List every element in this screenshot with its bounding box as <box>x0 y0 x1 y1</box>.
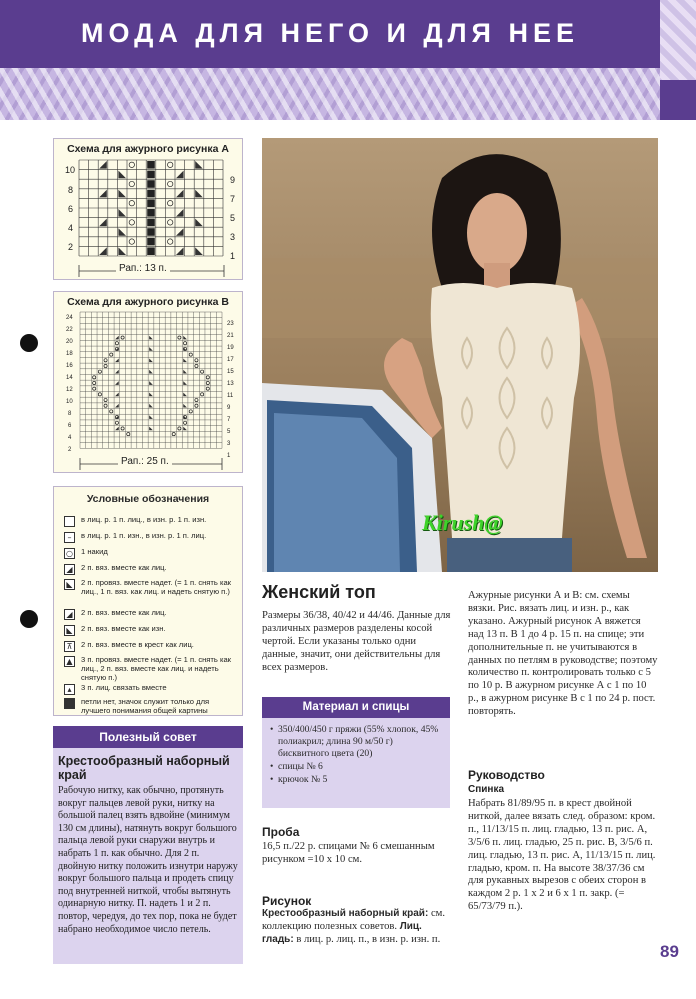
chart-b-row-label: 7 <box>227 417 231 423</box>
page-number: 89 <box>660 942 679 961</box>
binder-hole-bottom <box>20 610 38 628</box>
chart-stitch-symbol <box>115 393 119 397</box>
chart-stitch-symbol <box>183 404 187 408</box>
chart-b-row-label: 19 <box>227 345 234 351</box>
chart-stitch-symbol <box>147 190 155 198</box>
chart-b-row-label: 17 <box>227 357 234 363</box>
chart-stitch-symbol <box>115 404 119 408</box>
purple-edge-bar <box>660 80 696 120</box>
chart-stitch-symbol <box>168 162 173 167</box>
chart-stitch-symbol <box>98 370 101 373</box>
chart-stitch-symbol <box>149 370 153 374</box>
no-stitch-icon: ■ <box>65 699 74 708</box>
chart-stitch-symbol <box>168 201 173 206</box>
chart-stitch-symbol <box>149 404 153 408</box>
chart-stitch-symbol <box>129 201 134 206</box>
article-title: Женский топ <box>262 582 376 602</box>
sizes-text: Размеры 36/38, 40/42 и 44/46. Данные для различных размеров разделены косой чертой. Если указаны только одни данные, значит, они действительны для всех размеров. <box>262 610 451 673</box>
chart-stitch-symbol <box>121 336 124 339</box>
chart-stitch-symbol <box>195 219 203 227</box>
chart-stitch-symbol <box>99 247 107 255</box>
page-title: МОДА ДЛЯ НЕГО И ДЛЯ НЕЕ <box>81 18 579 48</box>
k2tog-icon: ◢ <box>64 609 75 620</box>
chart-stitch-symbol <box>104 359 107 362</box>
purl-stitch-icon: – <box>64 532 75 543</box>
legend-item: ◢ 2 п. вяз. вместе как лиц. <box>64 608 239 620</box>
chart-stitch-symbol <box>195 161 203 169</box>
chart-stitch-symbol <box>195 247 203 255</box>
chart-stitch-symbol <box>149 347 153 351</box>
chart-b-repeat-label: Рап.: 25 п. <box>118 456 172 467</box>
chart-a-row-label: 3 <box>230 232 236 242</box>
legend-item: ◣ 2 п. вяз. вместе как изн. <box>64 624 239 636</box>
chart-b-row-label: 5 <box>227 429 231 435</box>
chart-stitch-symbol <box>176 190 184 198</box>
chart-b-title: Схема для ажурного рисунка В <box>67 296 229 308</box>
chart-b-row-label: 13 <box>227 381 234 387</box>
chart-stitch-symbol <box>195 404 198 407</box>
chart-b-row-label: 1 <box>227 453 231 459</box>
chart-stitch-symbol <box>183 336 187 340</box>
chart-stitch-symbol <box>183 393 187 397</box>
guide-title: Руководство <box>468 768 545 782</box>
chart-stitch-symbol <box>183 427 187 431</box>
chart-b-row-label: 3 <box>227 441 231 447</box>
header-bar <box>0 0 660 68</box>
chart-stitch-symbol <box>129 239 134 244</box>
chart-b-row-label: 22 <box>66 327 73 333</box>
chart-stitch-symbol <box>118 190 126 198</box>
k2tog-icon: ◢ <box>64 564 75 575</box>
chart-stitch-symbol <box>115 381 119 385</box>
back-title: Спинка <box>468 784 505 795</box>
chart-stitch-symbol <box>206 376 209 379</box>
chart-stitch-symbol <box>206 381 209 384</box>
chart-stitch-symbol <box>118 171 126 179</box>
chart-stitch-symbol <box>98 393 101 396</box>
tip-box <box>53 748 243 964</box>
chart-b-row-label: 18 <box>66 351 73 357</box>
chart-stitch-symbol <box>149 393 153 397</box>
chart-stitch-symbol <box>147 209 155 217</box>
chart-stitch-symbol <box>129 181 134 186</box>
chart-stitch-symbol <box>93 376 96 379</box>
tip-text: Рабочую нитку, как обычно, протянуть вокруг пальцев левой руки, нитку на большой палец взять вдвойне (минимум 130 см длины), натянуть вокруг большого пальца левой руки снаружи внутрь и набрать 1 п. как обычно. Для 2 п. двойную нитку положить изнутри наружу вокруг большого пальца и продеть спицу под внутренней ниткой, чтобы вытянуть одинарную нитку. П. надеть 1 и 2 п. повтор, чередуя, до тех пор, пока не будет набрано необходимое число петель. <box>58 785 238 935</box>
chart-stitch-symbol <box>178 427 181 430</box>
chart-stitch-symbol <box>168 181 173 186</box>
chart-stitch-symbol <box>115 421 118 424</box>
chart-stitch-symbol <box>147 161 155 169</box>
chart-a-grid-svg <box>54 139 244 281</box>
chart-stitch-symbol <box>183 421 186 424</box>
gauge-text: 16,5 п./22 р. спицами № 6 смешанным рисунком =10 х 10 см. <box>262 841 435 865</box>
chart-stitch-symbol <box>168 239 173 244</box>
chart-stitch-symbol <box>176 228 184 236</box>
legend-title: Условные обозначения <box>86 493 210 505</box>
tip-header: Полезный совет <box>53 726 243 748</box>
chart-stitch-symbol <box>99 219 107 227</box>
chart-stitch-symbol <box>183 342 186 345</box>
chart-stitch-symbol <box>189 353 192 356</box>
legend-item: ▴ 3 п. лиц. связать вместе <box>64 683 239 695</box>
chart-a-row-label: 10 <box>65 165 76 175</box>
materials-header: Материал и спицы <box>262 697 450 718</box>
chart-stitch-symbol <box>178 336 181 339</box>
chart-b-row-label: 11 <box>227 393 234 399</box>
chart-b-row-label: 24 <box>66 315 73 321</box>
chart-b-row-label: 9 <box>227 405 231 411</box>
gauge-title: Проба <box>262 825 300 839</box>
chart-stitch-symbol <box>176 209 184 217</box>
k2tog-tbl-icon: ⊼ <box>64 641 75 652</box>
chart-b-row-label: 12 <box>66 387 73 393</box>
chart-stitch-symbol <box>195 364 198 367</box>
chart-stitch-symbol <box>129 162 134 167</box>
yarn-over-icon: ○ <box>64 548 75 559</box>
pattern-title: Рисунок <box>262 894 312 908</box>
ssk-icon: ◣ <box>64 579 75 590</box>
lace-text: Ажурные рисунки А и В: см. схемы вязки. Рис. вязать лиц. и изн. р., как указано. Ажурный рисунок А вяжется над 13 п. В 1 до 4 р. 15 п. на спице; эти дополнительные п. не учитываются в данных по петлям в руководстве; поэтому количество п. контролировать только с 5 по 10 р. В ажурном рисунке А с 1 по 10 р., в ажурном рисунке В с 1 по 24 р. пост. повторять. <box>468 590 658 718</box>
chart-b-row-label: 16 <box>66 363 73 369</box>
chart-stitch-symbol <box>201 393 204 396</box>
chart-stitch-symbol <box>172 433 175 436</box>
chart-stitch-symbol <box>149 358 153 362</box>
chart-stitch-symbol <box>176 247 184 255</box>
chart-a-box <box>53 138 243 280</box>
chart-b-grid-svg <box>54 292 244 474</box>
chart-b-row-label: 4 <box>68 435 72 441</box>
legend-item: ▲ 3 п. провяз. вместе надет. (= 1 п. снять как лиц., 2 п. вяз. вместе как лиц. и надеть снятую п.) <box>64 655 239 682</box>
photo-illustration <box>262 138 658 572</box>
chart-stitch-symbol <box>93 387 96 390</box>
binder-hole-top <box>20 334 38 352</box>
chart-stitch-symbol <box>110 410 113 413</box>
chart-b-row-label: 2 <box>68 447 72 453</box>
chart-stitch-symbol <box>127 433 130 436</box>
chart-stitch-symbol <box>149 336 153 340</box>
sk2p-icon: ▲ <box>64 656 75 667</box>
chart-stitch-symbol <box>118 209 126 217</box>
chart-stitch-symbol <box>149 427 153 431</box>
chart-stitch-symbol <box>183 358 187 362</box>
chart-stitch-symbol <box>149 381 153 385</box>
legend-item: ⊼ 2 п. вяз. вместе в крест как лиц. <box>64 640 239 652</box>
materials-box <box>262 718 450 808</box>
chart-stitch-symbol <box>99 161 107 169</box>
model-photo <box>262 138 658 572</box>
chart-stitch-symbol <box>115 342 118 345</box>
chart-stitch-symbol <box>195 359 198 362</box>
materials-item: • крючок № 5 <box>270 774 442 786</box>
chart-stitch-symbol <box>195 190 203 198</box>
chart-stitch-symbol <box>115 427 119 431</box>
chart-a-row-label: 2 <box>68 242 74 252</box>
chart-a-row-label: 5 <box>230 213 236 223</box>
braid-texture-strip <box>0 68 660 120</box>
chart-a-row-label: 6 <box>68 204 74 214</box>
chart-stitch-symbol <box>147 219 155 227</box>
chart-stitch-symbol <box>104 404 107 407</box>
chart-b-row-label: 8 <box>68 411 72 417</box>
tip-title: Крестообразный наборный край <box>58 754 230 782</box>
chart-stitch-symbol <box>118 247 126 255</box>
chart-stitch-symbol <box>104 398 107 401</box>
chart-stitch-symbol <box>147 199 155 207</box>
p2tog-icon: ◣ <box>64 625 75 636</box>
chart-stitch-symbol <box>206 387 209 390</box>
chart-a-row-label: 8 <box>68 185 74 195</box>
chart-stitch-symbol <box>115 370 119 374</box>
legend-item: ■ петли нет, значок служит только для лучшего понимания общей картины <box>65 697 210 715</box>
back-text: Набрать 81/89/95 п. в крест двойной ниткой, далее вязать след. образом: кром. п., 11/13/15 п. лиц. гладью, 13 п. рис. А, 3/5/6 п. лиц. гладью, 25 п. рис. В, 3/5/6 п. лиц. гладью, 13 п. рис. А, 11/13/15 п. лиц. гладью, кром. п. На высоте 38/37/36 см для рукавных вырезов с обеих сторон в каждом 2 р. 1 х 2 и 6 х 1 п. закр. (= 65/73/79 п.). <box>468 798 656 913</box>
chart-stitch-symbol <box>121 427 124 430</box>
legend-item: ◣ 2 п. провяз. вместе надет. (= 1 п. снять как лиц., 1 п. вяз. как лиц. и надеть снятую п.) <box>64 578 239 596</box>
chart-stitch-symbol <box>149 415 153 419</box>
chart-stitch-symbol <box>147 180 155 188</box>
chart-a-title: Схема для ажурного рисунка А <box>67 143 229 155</box>
chart-a-row-label: 7 <box>230 194 236 204</box>
chart-stitch-symbol <box>104 364 107 367</box>
chart-stitch-symbol <box>99 190 107 198</box>
chart-stitch-symbol <box>183 381 187 385</box>
chart-stitch-symbol <box>110 353 113 356</box>
chart-a-row-label: 4 <box>68 223 74 233</box>
chart-b-row-label: 10 <box>66 399 73 405</box>
pattern-text: Крестообразный наборный край: см. коллекцию полезных советов. Лиц. гладь: в лиц. р. лиц. п., в изн. р. изн. п. <box>262 908 446 945</box>
chart-stitch-symbol <box>201 370 204 373</box>
chart-stitch-symbol <box>93 381 96 384</box>
chart-b-row-label: 21 <box>227 333 234 339</box>
chart-stitch-symbol <box>183 370 187 374</box>
k3tog-icon: ▴ <box>64 684 75 695</box>
chart-stitch-symbol <box>147 171 155 179</box>
legend-item: ◢ 2 п. вяз. вместе как лиц. <box>64 563 239 575</box>
legend-item: ○ 1 накид <box>66 547 108 558</box>
knit-stitch-icon <box>64 516 75 527</box>
chart-stitch-symbol <box>195 398 198 401</box>
chart-stitch-symbol <box>118 228 126 236</box>
chart-a-row-label: 9 <box>230 175 236 185</box>
chart-b-row-label: 14 <box>66 375 73 381</box>
materials-item: • спицы № 6 <box>270 761 442 773</box>
materials-item: • 350/400/450 г пряжи (55% хлопок, 45% полиакрил; длина 90 м/50 г) бисквитного цвета (20) <box>270 724 442 760</box>
chart-b-row-label: 15 <box>227 369 234 375</box>
chart-stitch-symbol <box>189 410 192 413</box>
chart-stitch-symbol <box>168 220 173 225</box>
legend-item: – в лиц. р. 1 п. изн., в изн. р. 1 п. лиц. <box>64 531 239 543</box>
chart-b-box <box>53 291 243 473</box>
chart-stitch-symbol <box>115 336 119 340</box>
chart-b-row-label: 6 <box>68 423 72 429</box>
chart-a-repeat-label: Рап.: 13 п. <box>116 263 170 274</box>
chart-stitch-symbol <box>147 228 155 236</box>
chart-stitch-symbol <box>147 247 155 255</box>
legend-box <box>53 486 243 716</box>
watermark-text: Kirush@ <box>422 510 503 535</box>
chart-b-row-label: 20 <box>66 339 73 345</box>
chart-stitch-symbol <box>115 358 119 362</box>
chart-a-row-label: 1 <box>230 251 236 261</box>
chart-stitch-symbol <box>176 171 184 179</box>
chart-b-row-label: 23 <box>227 321 234 327</box>
chart-stitch-symbol <box>147 238 155 246</box>
chart-stitch-symbol <box>129 220 134 225</box>
legend-item: в лиц. р. 1 п. лиц., в изн. р. 1 п. изн. <box>64 515 239 527</box>
